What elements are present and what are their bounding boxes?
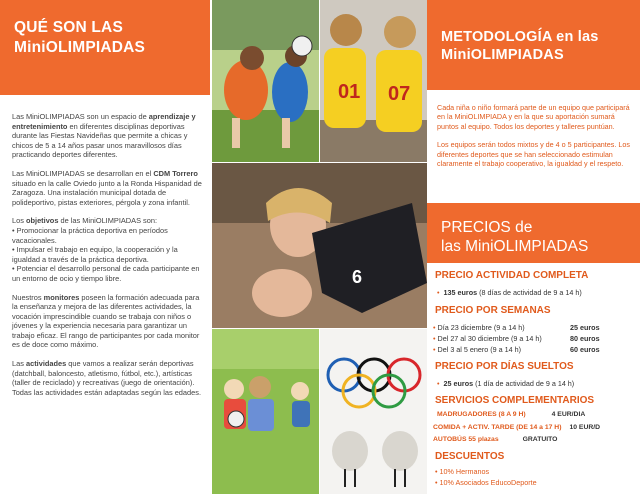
objective-2: • Impulsar el trabajo en equipo, la cooperación y la igualdad a través de la práctica deportiva. xyxy=(12,245,178,264)
single-day-price: • 25 euros (1 día de actividad de 9 a 14 h) xyxy=(437,379,575,388)
photo-olympic-rings xyxy=(320,329,427,494)
discounts-heading: DESCUENTOS xyxy=(435,451,505,462)
left-title-banner xyxy=(0,0,210,95)
methodology-title-line2: MiniOLIMPIADAS xyxy=(441,47,564,63)
methodology-text xyxy=(437,103,633,177)
prices-title-banner xyxy=(427,203,640,263)
photo-kids-soccer xyxy=(212,0,319,162)
photo-basketball-girls xyxy=(320,0,427,162)
weekly-price-heading: PRECIO POR SEMANAS xyxy=(435,305,551,316)
full-activity-price-heading: PRECIO ACTIVIDAD COMPLETA xyxy=(435,270,589,281)
objective-3: • Potenciar el desarrollo personal de cada participante en un entorno de ocio y tiempo libre. xyxy=(12,264,200,283)
service-early-arrival: MADRUGADORES (8 A 9 H) 4 EUR/DIA xyxy=(437,411,586,418)
left-body-text xyxy=(12,112,207,406)
methodology-title-banner xyxy=(427,0,640,90)
methodology-paragraph-1: Cada niña o niño formará parte de un equipo que participará en la MiniOLIMPIADA y en la que su aportación sumará puntos al equipo. Todos los deportes y talleres puntúan. xyxy=(437,103,630,131)
methodology-paragraph-2: Los equipos serán todos mixtos y de 4 o 5 participantes. Los diferentes deportes que se han seleccionado estimulan claramente el trabajo cooperativo, la igualdad y el respeto. xyxy=(437,140,630,169)
discount-members: • 10% Asociados EducoDeporte xyxy=(435,478,537,487)
location-paragraph: Las MiniOLIMPIADAS se desarrollan en el CDM Torrero situado en la calle Oviedo junto a la Ronda Hispanidad de Zaragoza. Una instalación municipal dotada de polideportivo, pistas exteriores, pérgola y zona infantil. xyxy=(12,168,202,207)
svg-text:01: 01 xyxy=(338,81,361,103)
objectives-paragraph: Los objetivos de las MiniOLIMPIADAS son: • Promocionar la práctica deportiva en períodos vacacionales. • Impulsar el trabajo en equipo, la cooperación y la igualdad a través de la práctica deportiva. • Potenciar el desarrollo personal de cada participante en un entorno de ocio y tiempo libre. xyxy=(12,216,200,283)
methodology-title-line1: METODOLOGÍA en las xyxy=(441,29,599,45)
left-title-line2: MiniOLIMPIADAS xyxy=(14,39,146,56)
single-day-price-heading: PRECIO POR DÍAS SUELTOS xyxy=(435,361,574,372)
prices-title-line2: las MiniOLIMPIADAS xyxy=(441,238,589,255)
weekly-price-row: • Día 23 diciembre (9 a 14 h) 25 euros xyxy=(433,323,600,332)
discount-siblings: • 10% Hermanos xyxy=(435,467,490,476)
service-lunch-afternoon: COMIDA + ACTIV. TARDE (DE 14 a 17 H) 10 EUR/D xyxy=(433,424,601,431)
prices-title-line1: PRECIOS de xyxy=(441,219,533,236)
service-bus: AUTOBÚS 55 plazas GRATUITO xyxy=(433,436,558,443)
complementary-services-heading: SERVICIOS COMPLEMENTARIOS xyxy=(435,395,595,406)
intro-paragraph: Las MiniOLIMPIADAS son un espacio de aprendizaje y entretenimiento en diferentes disciplinas deportivas durante las Fiestas Navideñas que permite a chicas y chicos de 5 a 14 años pasar unos maravillosos días practicando deportes diferentes. xyxy=(12,112,196,160)
objective-1: • Promocionar la práctica deportiva en períodos vacacionales. xyxy=(12,225,168,245)
weekly-price-row: • Del 3 al 5 enero (9 a 14 h) 60 euros xyxy=(433,345,600,354)
left-title-line1: QUÉ SON LAS xyxy=(14,19,123,36)
activities-paragraph: Las actividades que vamos a realizar serán deportivas (datchball, baloncesto, atletismo, fútbol, etc.), artísticas (taller de reciclado) y recreativas (juego de orientación). Todas las actividades están adaptadas según las edades. xyxy=(12,359,202,397)
monitors-paragraph: Nuestros monitores poseen la formación adecuada para la enseñanza y mejora de las diferentes actividades, la vocación imprescindible cuando se trabaja con niños o jóvenes y la experiencia necesaria para garantizar un trabajo eficaz. El rango de participantes por cada monitor es de doce como máximo. xyxy=(12,292,200,350)
full-activity-price: • 135 euros (8 días de actividad de 9 a 14 h) xyxy=(437,288,582,297)
svg-text:07: 07 xyxy=(388,83,411,105)
photo-toddlers-grass xyxy=(212,329,319,494)
photo-volleyball-player xyxy=(212,163,427,328)
svg-text:6: 6 xyxy=(352,267,363,287)
weekly-price-row: • Del 27 al 30 diciembre (9 a 14 h) 80 euros xyxy=(433,334,600,343)
